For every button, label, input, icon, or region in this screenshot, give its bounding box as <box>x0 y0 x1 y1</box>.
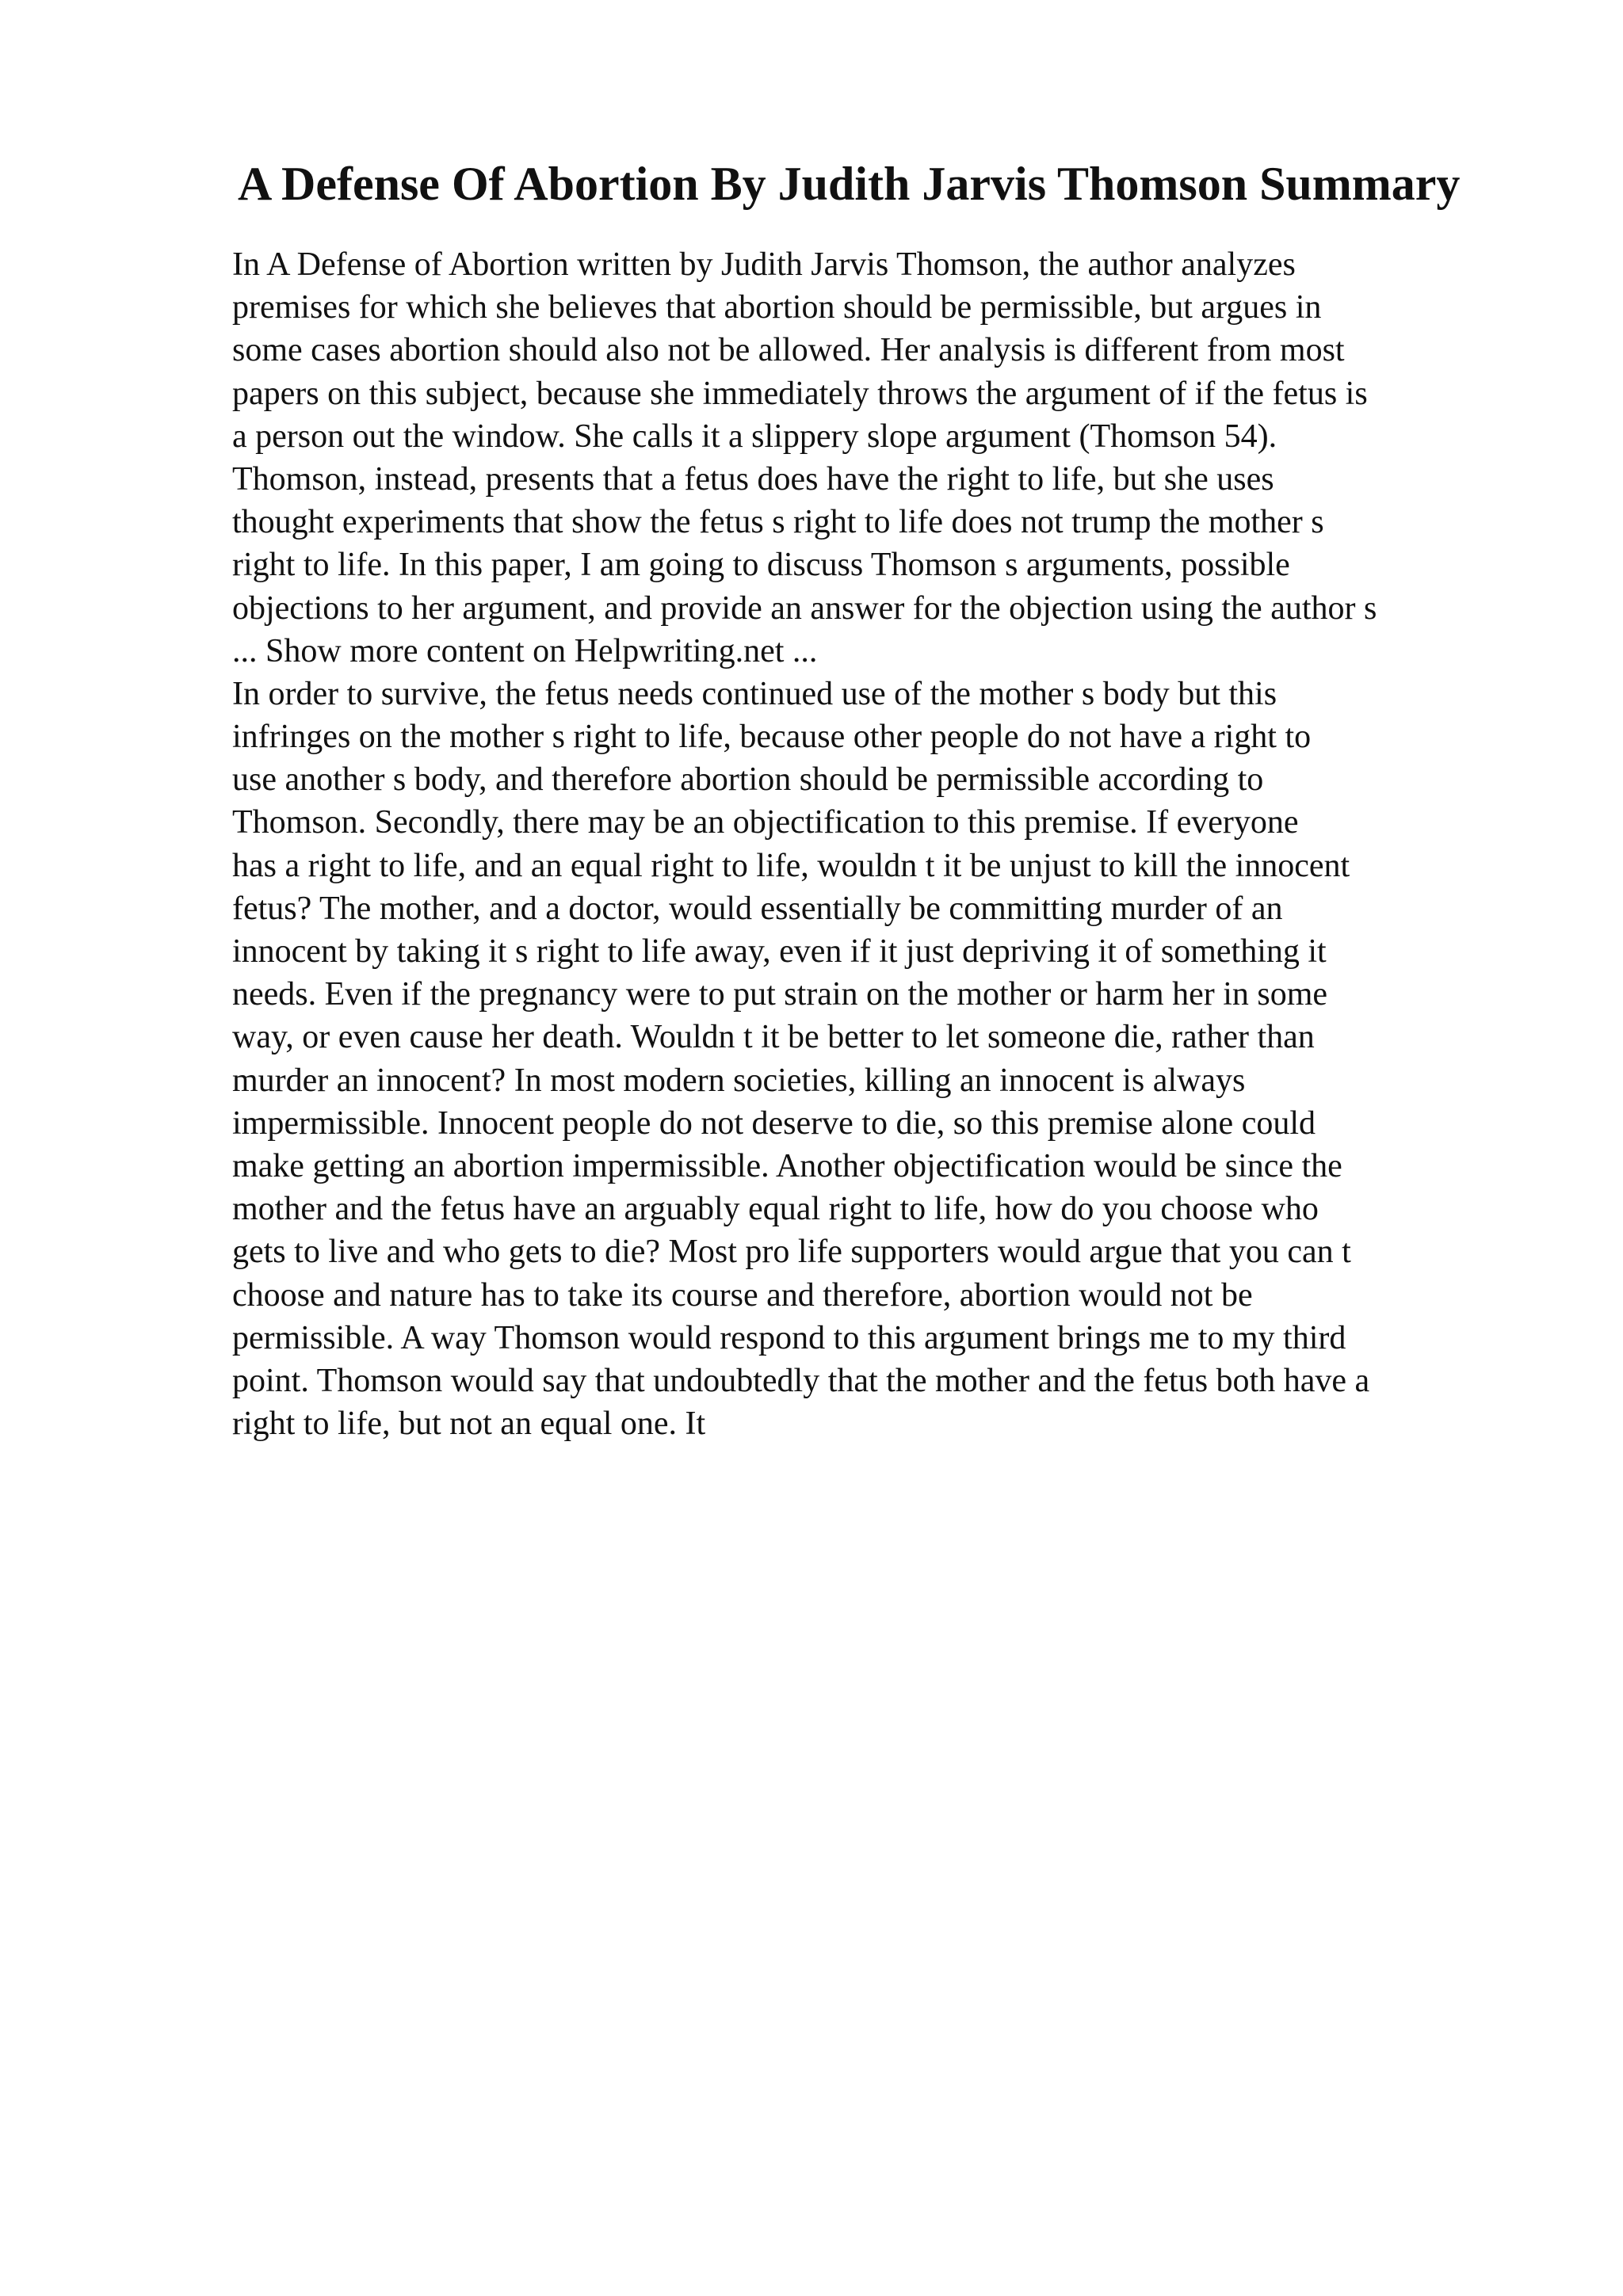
text-line: make getting an abortion impermissible. Another objectification would be since the <box>232 1147 1342 1184</box>
text-line: impermissible. Innocent people do not deserve to die, so this premise alone could <box>232 1104 1316 1142</box>
text-line: murder an innocent? In most modern societies, killing an innocent is always <box>232 1062 1246 1099</box>
text-line: right to life. In this paper, I am going to discuss Thomson s arguments, possible <box>232 547 1290 584</box>
body-text <box>232 243 1532 1445</box>
text-line: needs. Even if the pregnancy were to put strain on the mother or harm her in some <box>232 976 1328 1013</box>
text-line: infringes on the mother s right to life, because other people do not have a right to <box>232 719 1312 756</box>
text-line: a person out the window. She calls it a slippery slope argument (Thomson 54). <box>232 418 1277 455</box>
text-line: way, or even cause her death. Wouldn t it be better to let someone die, rather than <box>232 1019 1315 1056</box>
text-line: gets to live and who gets to die? Most pro life supporters would argue that you can t <box>232 1234 1351 1271</box>
text-line: Thomson. Secondly, there may be an objectification to this premise. If everyone <box>232 804 1299 841</box>
text-line: mother and the fetus have an arguably equal right to life, how do you choose who <box>232 1191 1319 1228</box>
text-line: In A Defense of Abortion written by Judith Jarvis Thomson, the author analyzes <box>232 246 1296 283</box>
text-line: right to life, but not an equal one. It <box>232 1405 706 1443</box>
text-line: some cases abortion should also not be allowed. Her analysis is different from most <box>232 332 1345 369</box>
page-title: A Defense Of Abortion By Judith Jarvis Thomson Summary <box>238 158 1461 210</box>
text-line: fetus? The mother, and a doctor, would essentially be committing murder of an <box>232 890 1283 927</box>
text-line: papers on this subject, because she immediately throws the argument of if the fetus is <box>232 375 1368 412</box>
text-line: has a right to life, and an equal right to life, wouldn t it be unjust to kill the innocent <box>232 847 1350 884</box>
text-line: premises for which she believes that abortion should be permissible, but argues in <box>232 289 1322 326</box>
text-line: choose and nature has to take its course and therefore, abortion would not be <box>232 1276 1253 1314</box>
text-line: In order to survive, the fetus needs continued use of the mother s body but this <box>232 675 1277 712</box>
text-line: permissible. A way Thomson would respond to this argument brings me to my third <box>232 1319 1346 1356</box>
text-line: point. Thomson would say that undoubtedly that the mother and the fetus both have a <box>232 1362 1370 1399</box>
text-line: objections to her argument, and provide an answer for the objection using the author s <box>232 589 1377 627</box>
text-line: ... Show more content on Helpwriting.net ... <box>232 632 818 669</box>
text-line: use another s body, and therefore abortion should be permissible according to <box>232 761 1264 799</box>
text-line: thought experiments that show the fetus s right to life does not trump the mother s <box>232 504 1324 541</box>
text-line: innocent by taking it s right to life away, even if it just depriving it of something it <box>232 933 1327 970</box>
text-line: Thomson, instead, presents that a fetus does have the right to life, but she uses <box>232 460 1274 498</box>
